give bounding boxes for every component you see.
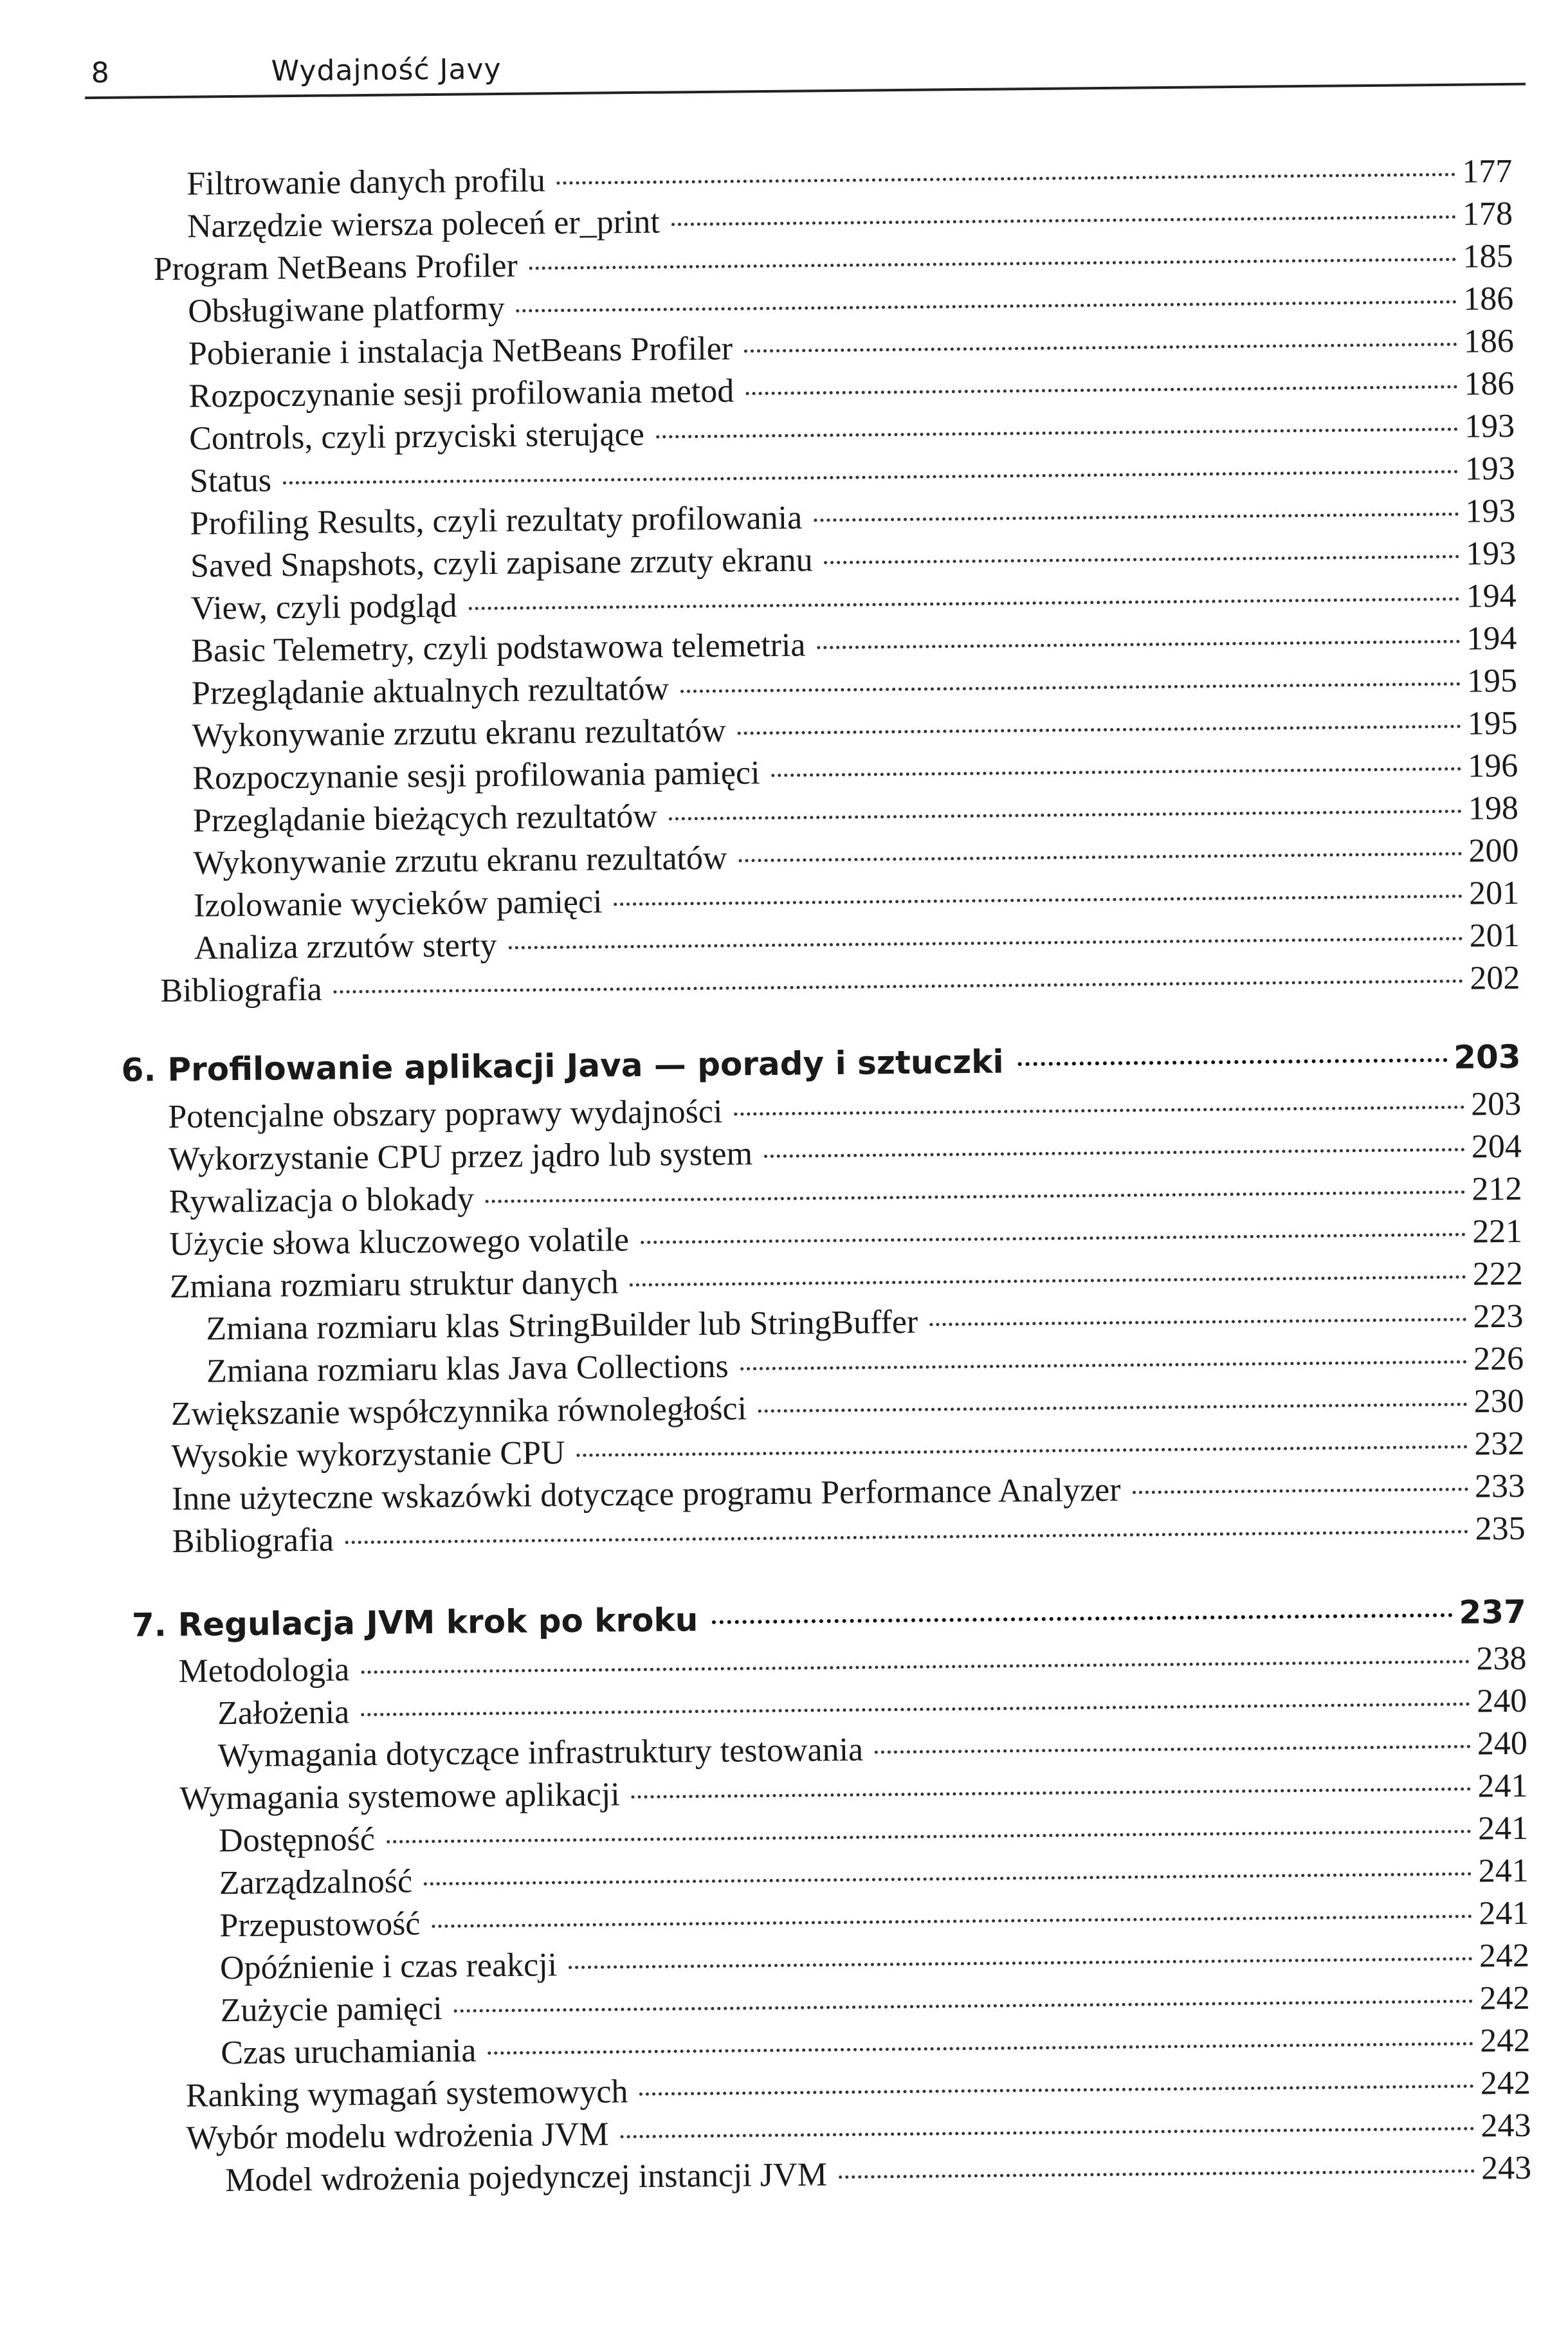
toc-entry-title: Rywalizacja o blokady xyxy=(169,1180,475,1220)
toc-entry-page: 212 xyxy=(1472,1170,1522,1208)
toc-entry-page: 186 xyxy=(1463,322,1515,360)
dot-leader xyxy=(361,1660,1470,1674)
dot-leader xyxy=(680,682,1461,693)
dot-leader xyxy=(839,2170,1475,2179)
toc-entry-page: 177 xyxy=(1462,152,1513,190)
page-number: 8 xyxy=(91,56,110,90)
toc-entry-page: 241 xyxy=(1478,1852,1529,1890)
dot-leader xyxy=(740,1360,1467,1371)
dot-leader xyxy=(1018,1058,1448,1066)
toc-entry-page: 242 xyxy=(1479,2022,1531,2060)
dot-leader xyxy=(758,1403,1468,1413)
running-header xyxy=(84,37,1526,99)
toc-entry-title: Dostępność xyxy=(218,1820,376,1860)
toc-entry-title: Profiling Results, czyli rezultaty profilowania xyxy=(190,499,803,542)
dot-leader xyxy=(577,1445,1468,1457)
toc-entry-page: 232 xyxy=(1474,1425,1525,1463)
dot-leader xyxy=(569,1957,1473,1969)
toc-entry-title: Zużycie pamięci xyxy=(220,1990,442,2029)
dot-leader xyxy=(712,1613,1452,1624)
dot-leader xyxy=(557,173,1456,185)
dot-leader xyxy=(734,1106,1464,1116)
dot-leader xyxy=(825,555,1460,564)
toc-entry-title: Przeglądanie bieżących rezultatów xyxy=(192,798,658,839)
dot-leader xyxy=(620,2127,1474,2139)
toc-entry-title: View, czyli podgląd xyxy=(190,587,457,627)
toc-entry-page: 222 xyxy=(1472,1255,1524,1293)
toc-entry-page: 194 xyxy=(1466,577,1517,615)
toc-entry-page: 241 xyxy=(1479,1894,1529,1932)
toc-entry-title: Bibliografia xyxy=(172,1521,334,1560)
dot-leader xyxy=(669,810,1462,821)
toc-entry-page: 203 xyxy=(1470,1085,1522,1123)
toc-entry-title: Narzędzie wiersza poleceń er_print xyxy=(187,203,661,245)
toc-entry-title: Wymagania systemowe aplikacji xyxy=(179,1776,620,1817)
dot-leader xyxy=(671,215,1456,226)
dot-leader xyxy=(772,767,1462,777)
toc-entry-page: 193 xyxy=(1464,450,1516,488)
toc-entry-page: 200 xyxy=(1468,832,1519,870)
toc-entry-title: Użycie słowa kluczowego volatile xyxy=(169,1222,630,1263)
toc-entry-title: Ranking wymagań systemowych xyxy=(185,2073,628,2114)
toc-entry-title: Założenia xyxy=(217,1694,350,1732)
toc-entry-page: 221 xyxy=(1472,1213,1523,1250)
dot-leader xyxy=(345,1530,1469,1544)
toc-entry-page: 198 xyxy=(1468,789,1519,827)
toc-entry-page: 178 xyxy=(1462,195,1513,233)
toc-entry-page: 201 xyxy=(1468,874,1520,912)
toc-entry-title: Przeglądanie aktualnych rezultatów xyxy=(191,670,670,712)
dot-leader xyxy=(739,852,1463,863)
toc-entry-title: Pobieranie i instalacja NetBeans Profiler xyxy=(188,330,733,372)
toc-entry-title: Filtrowanie danych profilu xyxy=(187,162,546,203)
chapter-number: 6. xyxy=(121,1051,156,1089)
dot-leader xyxy=(361,1703,1470,1717)
toc-entry-page: 242 xyxy=(1479,1979,1530,2017)
toc-entry-page: 193 xyxy=(1464,407,1515,445)
toc-entry-title: Wykorzystanie CPU przez jądro lub system xyxy=(168,1135,753,1178)
toc-entry-title: Potencjalne obszary poprawy wydajności xyxy=(168,1093,723,1136)
toc-entry-page: 235 xyxy=(1475,1510,1526,1548)
toc-entry-page: 186 xyxy=(1463,280,1514,318)
toc-entry-title: Zmiana rozmiaru klas StringBuilder lub StringBuffer xyxy=(206,1303,918,1348)
toc-entry-title: Wybór modelu wdrożenia JVM xyxy=(186,2116,609,2157)
toc-entry-page: 238 xyxy=(1476,1640,1527,1678)
toc-entry-title: Wysokie wykorzystanie CPU xyxy=(171,1434,565,1475)
toc-entry-page: 195 xyxy=(1466,662,1518,700)
dot-leader xyxy=(632,1788,1472,1799)
toc-entry-title: Obsługiwane platformy xyxy=(188,289,506,330)
toc-entry-page: 186 xyxy=(1464,365,1515,403)
dot-leader xyxy=(509,937,1463,949)
dot-leader xyxy=(744,343,1457,353)
dot-leader xyxy=(387,1830,1472,1844)
dot-leader xyxy=(929,1318,1466,1326)
dot-leader xyxy=(334,980,1464,994)
toc-entry-title: Przepustowość xyxy=(219,1905,421,1945)
dot-leader xyxy=(614,895,1463,906)
toc-entry-page: 194 xyxy=(1466,619,1517,657)
toc-entry-title: Zmiana rozmiaru struktur danych xyxy=(169,1264,619,1305)
dot-leader xyxy=(283,470,1459,485)
toc-entry-title: Metodologia xyxy=(178,1651,350,1690)
toc-entry-title: Rozpoczynanie sesji profilowania pamięci xyxy=(192,755,760,797)
toc-entry-page: 196 xyxy=(1467,747,1518,785)
dot-leader xyxy=(1133,1488,1468,1494)
toc-entry-page: 241 xyxy=(1477,1809,1529,1847)
toc-entry-title: Izolowanie wycieków pamięci xyxy=(193,883,603,924)
toc-entry-title: Analiza zrzutów sterty xyxy=(194,927,497,967)
dot-leader xyxy=(488,2042,1473,2055)
book-title: Wydajność Javy xyxy=(271,52,502,88)
toc-entry-page: 202 xyxy=(1470,959,1520,997)
toc-entry-title: Zmiana rozmiaru klas Java Collections xyxy=(206,1348,729,1390)
dot-leader xyxy=(764,1148,1465,1158)
chapter-page: 203 xyxy=(1453,1038,1521,1076)
toc-entry-page: 242 xyxy=(1479,1937,1530,1975)
toc-entry-page: 195 xyxy=(1467,704,1518,742)
toc-entry-title: Bibliografia xyxy=(160,971,322,1010)
toc-entry-page: 242 xyxy=(1480,2064,1531,2102)
toc-entry-page: 201 xyxy=(1469,917,1520,955)
toc-entry-title: Opóźnienie i czas reakcji xyxy=(219,1946,558,1987)
toc-entry-title: Saved Snapshots, czyli zapisane zrzuty ekranu xyxy=(190,542,813,585)
toc-entry-title: Controls, czyli przyciski sterujące xyxy=(188,416,645,457)
dot-leader xyxy=(875,1745,1471,1754)
dot-leader xyxy=(814,513,1459,522)
toc-entry-page: 230 xyxy=(1473,1382,1524,1420)
dot-leader xyxy=(468,598,1459,610)
toc-entry-page: 240 xyxy=(1477,1725,1528,1763)
toc-entry-page: 243 xyxy=(1481,2149,1532,2187)
toc-entry-page: 240 xyxy=(1476,1682,1527,1720)
toc-entry-title: Wymagania dotyczące infrastruktury testowania xyxy=(217,1731,864,1775)
toc-entry-page: 243 xyxy=(1481,2107,1531,2145)
toc-entry-title: Wykonywanie zrzutu ekranu rezultatów xyxy=(193,839,727,882)
dot-leader xyxy=(738,725,1461,735)
toc-entry-page: 193 xyxy=(1465,535,1517,572)
toc-entry-title: Czas uruchamiania xyxy=(221,2032,477,2072)
toc-entry-title: Rozpoczynanie sesji profilowania metod xyxy=(188,372,734,415)
chapter-title: Profilowanie aplikacji Java — porady i sztuczki xyxy=(167,1043,1004,1089)
dot-leader xyxy=(486,1191,1466,1204)
chapter-page: 237 xyxy=(1459,1593,1527,1631)
chapter-number: 7. xyxy=(131,1606,167,1644)
toc-entry-title: Inne użyteczne wskazówki dotyczące programu Performance Analyzer xyxy=(171,1471,1121,1517)
dot-leader xyxy=(639,2085,1474,2096)
toc-entry-page: 223 xyxy=(1473,1297,1524,1335)
dot-leader xyxy=(630,1276,1466,1287)
chapter-title: Regulacja JVM krok po kroku xyxy=(178,1601,698,1644)
toc-entry-title: Status xyxy=(189,462,272,500)
dot-leader xyxy=(745,385,1457,396)
dot-leader xyxy=(529,258,1457,270)
toc-entry-page: 226 xyxy=(1473,1340,1524,1378)
toc-entry-title: Program NetBeans Profiler xyxy=(153,247,518,288)
dot-leader xyxy=(454,2000,1473,2013)
toc-entry-title: Wykonywanie zrzutu ekranu rezultatów xyxy=(192,712,726,755)
dot-leader xyxy=(641,1233,1466,1244)
toc-entry-page: 185 xyxy=(1463,237,1513,275)
toc-entry-title: Zarządzalność xyxy=(219,1863,413,1902)
dot-leader xyxy=(516,300,1457,313)
dot-leader xyxy=(424,1873,1472,1886)
toc-entry-page: 204 xyxy=(1471,1128,1522,1166)
toc-entry-page: 241 xyxy=(1477,1767,1528,1805)
toc-entry-page: 233 xyxy=(1474,1467,1526,1505)
toc-entry-page: 193 xyxy=(1465,492,1516,530)
toc-entry-title: Model wdrożenia pojedynczej instancji JVM xyxy=(224,2156,828,2199)
toc-entry-title: Basic Telemetry, czyli podstawowa telemetria xyxy=(191,627,806,670)
dot-leader xyxy=(432,1915,1472,1928)
toc-entry-title: Zwiększanie współczynnika równoległości xyxy=(170,1390,747,1433)
dot-leader xyxy=(656,428,1458,439)
dot-leader xyxy=(817,640,1460,650)
